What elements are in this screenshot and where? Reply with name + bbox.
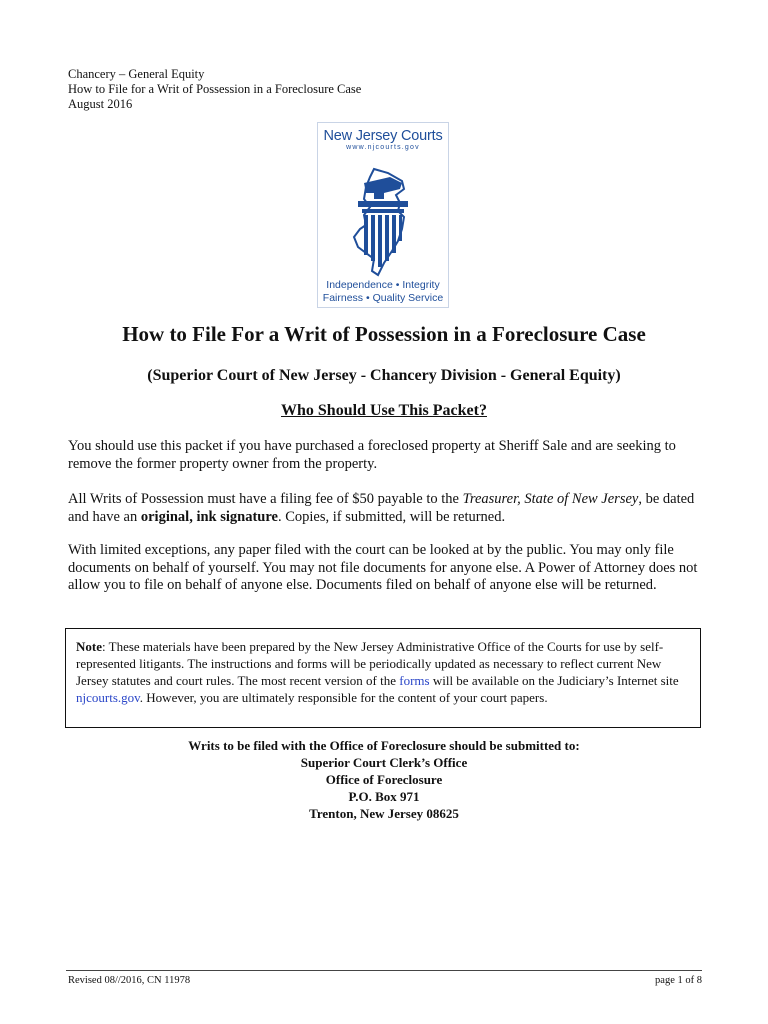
section-heading: Who Should Use This Packet? [281,402,487,419]
filing-fee-text-1: All Writs of Possession must have a filing fee of $50 payable to the [68,491,463,507]
header-division: Chancery – General Equity [68,67,205,81]
paragraph-filing-fee [68,491,708,526]
address-line4: Trenton, New Jersey 08625 [309,806,459,821]
address-line1: Superior Court Clerk’s Office [300,755,468,770]
document-header [68,67,361,112]
logo-motto-line2: Fairness • Quality Service [322,292,444,304]
page-subtitle: (Superior Court of New Jersey - Chancery Division - General Equity) [147,367,621,384]
forms-link[interactable]: forms [399,673,430,688]
header-doc-title: How to File for a Writ of Possession in a Foreclosure Case [68,82,362,96]
note-text-3: . However, you are ultimately responsible for the content of your court papers. [139,690,548,705]
signature-requirement: original, ink signature [140,508,278,525]
footer-divider [66,970,702,971]
logo-title: New Jersey Courts [323,128,443,144]
header-date: August 2016 [68,97,133,111]
address-intro: Writs to be filed with the Office of Foreclosure should be submitted to: [188,738,580,753]
nj-state-courthouse-icon [344,167,424,279]
footer-page-number: page 1 of 8 [655,975,702,986]
note-text-2: will be available on the Judiciary’s Internet site [429,673,679,688]
njcourts-link[interactable]: njcourts.gov [76,690,140,705]
address-line3: P.O. Box 971 [348,789,420,804]
filing-fee-text-3: . Copies, if submitted, will be returned. [277,508,506,525]
note-text-1: : These materials have been prepared by the New Jersey Administrative Office of the Courts for use by self-represented litigants. The instructions and forms will be periodically updated as necessary to reflect current New Jersey statutes and court rules. The most recent version of the [76,639,664,688]
payee-name: Treasurer, State of New Jersey [462,491,639,507]
address-line2: Office of Foreclosure [325,772,443,787]
logo-url: www.njcourts.gov [346,144,420,151]
note-label: Note [76,639,102,654]
logo-motto-line1: Independence • Integrity [326,279,440,291]
nj-courts-logo [317,122,449,308]
mailing-address-block [0,737,768,822]
paragraph-purpose: You should use this packet if you have purchased a foreclosed property at Sheriff Sale and are seeking to remove the former property owner from the property. [68,438,676,472]
filing-fee-text-2: , be dated and have an [68,491,695,525]
page-title: How to File For a Writ of Possession in a Foreclosure Case [122,322,646,346]
note-box [65,628,701,728]
paragraph-public-access: With limited exceptions, any paper filed with the court can be looked at by the public. You may only file documents on behalf of yourself. You may not file documents for anyone else. A Power of Attorney does not allow you to file on behalf of anyone else. Documents filed on behalf of anyone else will be returned. [68,542,698,593]
footer-revision: Revised 08//2016, CN 11978 [68,975,191,986]
logo-motto [318,279,448,305]
